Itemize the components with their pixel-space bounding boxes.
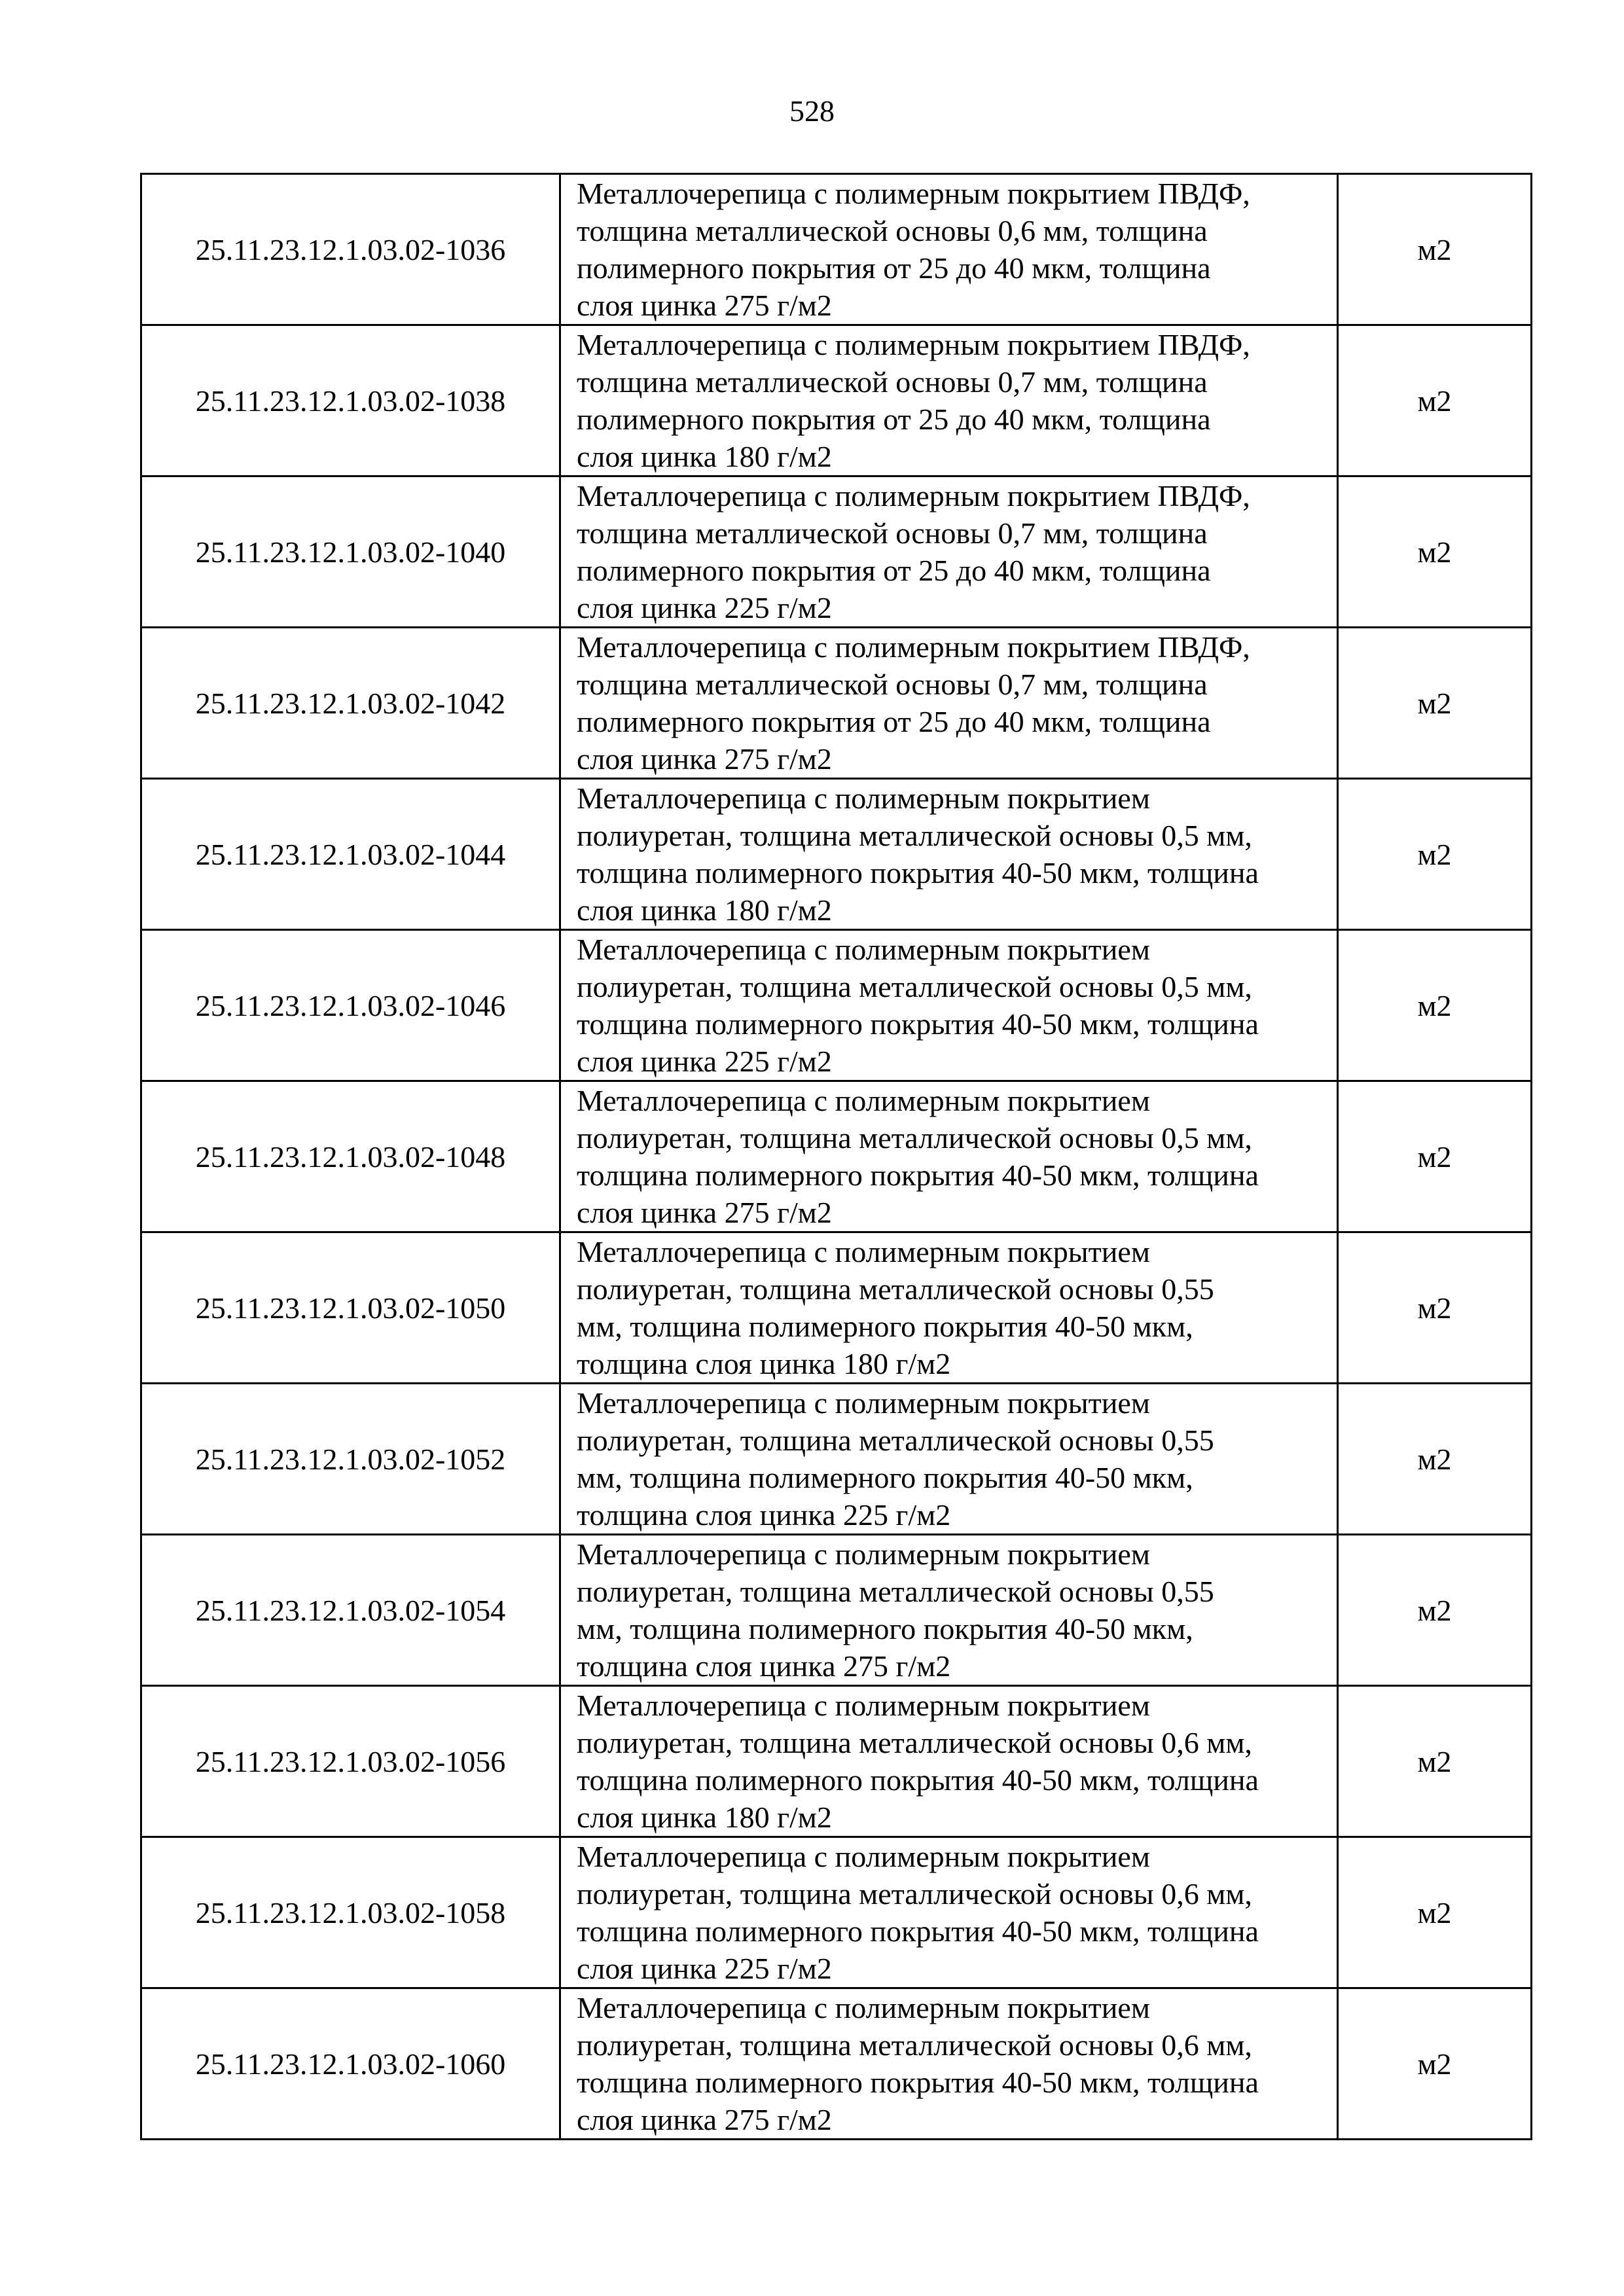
table-row: [141, 1988, 1532, 2140]
description-line: полиуретан, толщина металлической основы 0,55: [577, 1424, 1214, 1457]
description-line: мм, толщина полимерного покрытия 40-50 мкм,: [577, 1612, 1193, 1645]
resource-description-cell: [560, 1535, 1338, 1686]
resource-code-cell: 25.11.23.12.1.03.02-1042: [141, 628, 560, 779]
resource-description-cell: [560, 476, 1338, 628]
description-line: Металлочерепица с полимерным покрытием: [577, 1235, 1150, 1268]
unit-cell: м2: [1338, 628, 1532, 779]
description-line: мм, толщина полимерного покрытия 40-50 мкм,: [577, 1461, 1193, 1494]
description-line: толщина металлической основы 0,7 мм, толщина: [577, 516, 1208, 550]
description-line: толщина полимерного покрытия 40-50 мкм, толщина: [577, 2066, 1259, 2099]
description-line: толщина слоя цинка 180 г/м2: [577, 1347, 951, 1380]
description-line: полиуретан, толщина металлической основы 0,5 мм,: [577, 1121, 1252, 1155]
resource-description-cell: [560, 1686, 1338, 1837]
description-line: Металлочерепица с полимерным покрытием: [577, 933, 1150, 966]
description-line: Металлочерепица с полимерным покрытием ПВДФ,: [577, 328, 1250, 361]
table-row: [141, 1535, 1532, 1686]
resource-code-cell: 25.11.23.12.1.03.02-1058: [141, 1837, 560, 1988]
description-line: полиуретан, толщина металлической основы 0,6 мм,: [577, 1877, 1252, 1910]
description-line: слоя цинка 275 г/м2: [577, 1196, 832, 1229]
resource-code-cell: 25.11.23.12.1.03.02-1060: [141, 1988, 560, 2140]
description-line: толщина металлической основы 0,7 мм, толщина: [577, 668, 1208, 701]
description-line: толщина полимерного покрытия 40-50 мкм, толщина: [577, 1007, 1259, 1041]
description-line: Металлочерепица с полимерным покрытием: [577, 1386, 1150, 1420]
description-line: слоя цинка 225 г/м2: [577, 591, 832, 624]
description-line: толщина слоя цинка 275 г/м2: [577, 1649, 951, 1683]
description-line: полимерного покрытия от 25 до 40 мкм, толщина: [577, 705, 1211, 738]
resource-code-cell: 25.11.23.12.1.03.02-1056: [141, 1686, 560, 1837]
description-line: толщина полимерного покрытия 40-50 мкм, толщина: [577, 1158, 1259, 1192]
unit-cell: м2: [1338, 1081, 1532, 1232]
description-line: слоя цинка 180 г/м2: [577, 1801, 832, 1834]
unit-cell: м2: [1338, 476, 1532, 628]
description-line: Металлочерепица с полимерным покрытием ПВДФ,: [577, 479, 1250, 512]
resource-code-cell: 25.11.23.12.1.03.02-1040: [141, 476, 560, 628]
resource-code-cell: 25.11.23.12.1.03.02-1052: [141, 1384, 560, 1535]
resource-code-cell: 25.11.23.12.1.03.02-1046: [141, 930, 560, 1081]
table-row: [141, 1081, 1532, 1232]
unit-cell: м2: [1338, 174, 1532, 325]
resource-description-cell: [560, 325, 1338, 476]
resource-code-cell: 25.11.23.12.1.03.02-1050: [141, 1232, 560, 1384]
resource-description-cell: [560, 1232, 1338, 1384]
description-line: слоя цинка 225 г/м2: [577, 1045, 832, 1078]
unit-cell: м2: [1338, 1535, 1532, 1686]
description-line: толщина полимерного покрытия 40-50 мкм, толщина: [577, 1763, 1259, 1797]
unit-cell: м2: [1338, 1988, 1532, 2140]
resource-description-cell: [560, 930, 1338, 1081]
description-line: полимерного покрытия от 25 до 40 мкм, толщина: [577, 403, 1211, 436]
resource-code-cell: 25.11.23.12.1.03.02-1048: [141, 1081, 560, 1232]
description-line: Металлочерепица с полимерным покрытием ПВДФ,: [577, 177, 1250, 210]
resource-description-cell: [560, 1081, 1338, 1232]
resource-description-cell: [560, 1988, 1338, 2140]
unit-cell: м2: [1338, 779, 1532, 930]
resource-code-cell: 25.11.23.12.1.03.02-1036: [141, 174, 560, 325]
resource-description-cell: [560, 1837, 1338, 1988]
resource-description-cell: [560, 779, 1338, 930]
table-row: [141, 628, 1532, 779]
description-line: слоя цинка 275 г/м2: [577, 289, 832, 322]
description-line: слоя цинка 180 г/м2: [577, 440, 832, 473]
description-line: слоя цинка 225 г/м2: [577, 1952, 832, 1985]
unit-cell: м2: [1338, 325, 1532, 476]
resource-code-cell: 25.11.23.12.1.03.02-1038: [141, 325, 560, 476]
description-line: Металлочерепица с полимерным покрытием: [577, 1991, 1150, 2024]
description-line: полиуретан, толщина металлической основы 0,55: [577, 1575, 1214, 1608]
table-row: [141, 174, 1532, 325]
resource-code-cell: 25.11.23.12.1.03.02-1044: [141, 779, 560, 930]
description-line: Металлочерепица с полимерным покрытием: [577, 781, 1150, 815]
description-line: Металлочерепица с полимерным покрытием: [577, 1840, 1150, 1873]
description-line: Металлочерепица с полимерным покрытием: [577, 1537, 1150, 1571]
description-line: слоя цинка 180 г/м2: [577, 893, 832, 927]
description-line: Металлочерепица с полимерным покрытием: [577, 1689, 1150, 1722]
table-row: [141, 476, 1532, 628]
description-line: полиуретан, толщина металлической основы 0,6 мм,: [577, 2028, 1252, 2062]
unit-cell: м2: [1338, 1837, 1532, 1988]
description-line: полимерного покрытия от 25 до 40 мкм, толщина: [577, 251, 1211, 285]
unit-cell: м2: [1338, 1384, 1532, 1535]
description-line: мм, толщина полимерного покрытия 40-50 мкм,: [577, 1310, 1193, 1343]
resource-description-cell: [560, 174, 1338, 325]
page-number: 528: [789, 94, 835, 128]
description-line: Металлочерепица с полимерным покрытием ПВДФ,: [577, 630, 1250, 664]
description-line: толщина металлической основы 0,7 мм, толщина: [577, 365, 1208, 399]
unit-cell: м2: [1338, 1686, 1532, 1837]
table-row: [141, 1384, 1532, 1535]
table-row: [141, 1686, 1532, 1837]
description-line: полиуретан, толщина металлической основы 0,5 мм,: [577, 819, 1252, 852]
unit-cell: м2: [1338, 930, 1532, 1081]
resource-description-cell: [560, 628, 1338, 779]
description-line: слоя цинка 275 г/м2: [577, 742, 832, 776]
description-line: толщина полимерного покрытия 40-50 мкм, толщина: [577, 1914, 1259, 1948]
description-line: полиуретан, толщина металлической основы 0,5 мм,: [577, 970, 1252, 1003]
table-body: [141, 174, 1532, 2140]
table-row: [141, 1232, 1532, 1384]
description-line: толщина слоя цинка 225 г/м2: [577, 1498, 951, 1532]
description-line: толщина металлической основы 0,6 мм, толщина: [577, 214, 1208, 247]
description-line: слоя цинка 275 г/м2: [577, 2103, 832, 2136]
table-row: [141, 1837, 1532, 1988]
table-row: [141, 325, 1532, 476]
description-line: полиуретан, толщина металлической основы 0,55: [577, 1272, 1214, 1306]
description-line: полиуретан, толщина металлической основы 0,6 мм,: [577, 1726, 1252, 1759]
unit-cell: м2: [1338, 1232, 1532, 1384]
table-row: [141, 930, 1532, 1081]
resource-description-cell: [560, 1384, 1338, 1535]
table-row: [141, 779, 1532, 930]
description-line: толщина полимерного покрытия 40-50 мкм, толщина: [577, 856, 1259, 889]
resource-table: [140, 173, 1532, 2140]
description-line: Металлочерепица с полимерным покрытием: [577, 1084, 1150, 1117]
resource-code-cell: 25.11.23.12.1.03.02-1054: [141, 1535, 560, 1686]
description-line: полимерного покрытия от 25 до 40 мкм, толщина: [577, 554, 1211, 587]
